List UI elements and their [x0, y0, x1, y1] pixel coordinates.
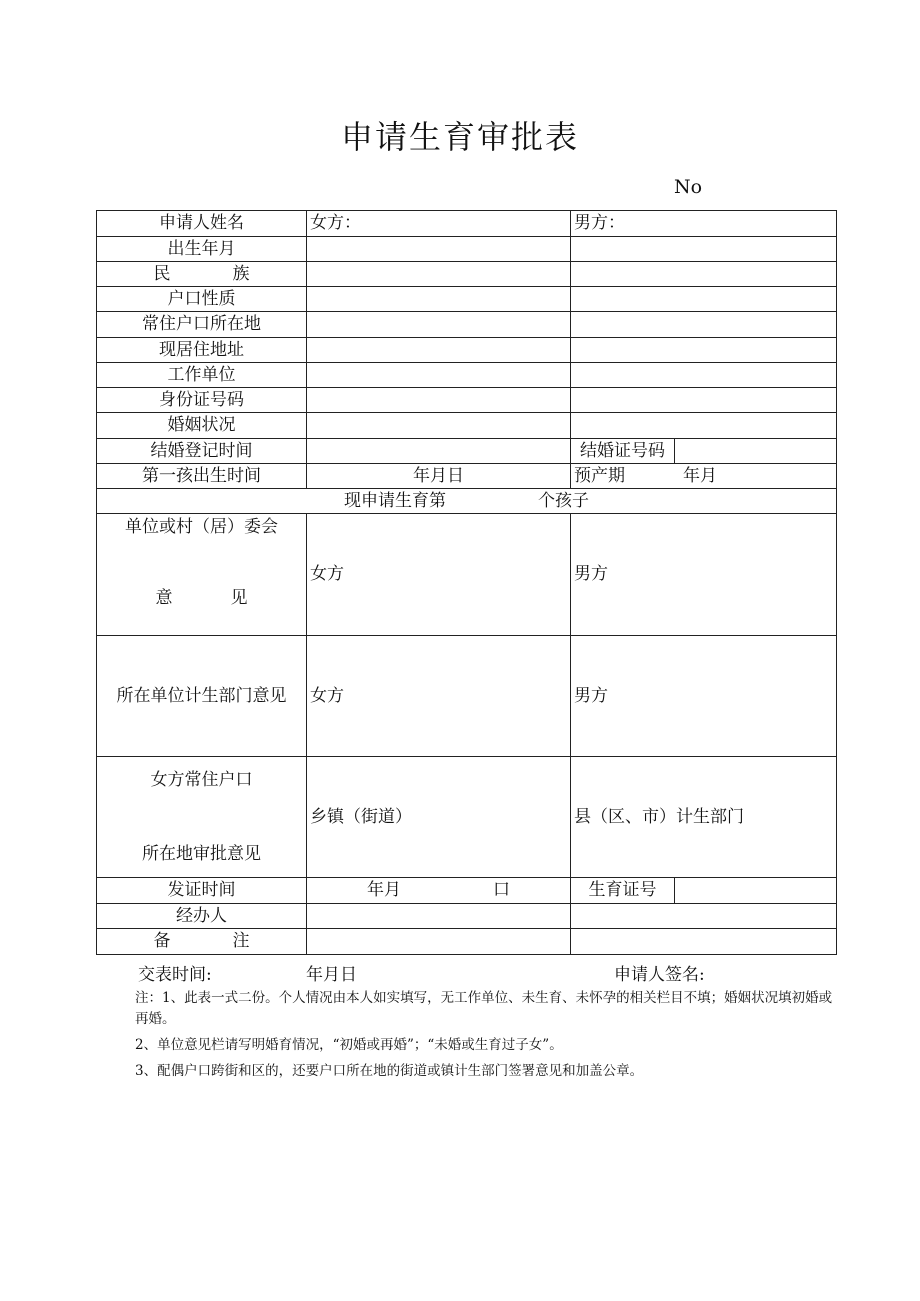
female-marital-field[interactable]	[307, 413, 571, 439]
due-date-field[interactable]	[571, 464, 837, 489]
dept-female-opinion[interactable]: 女方	[307, 636, 571, 757]
male-hukou-location-field[interactable]	[571, 312, 837, 338]
row-id	[97, 388, 837, 413]
committee-label	[97, 514, 307, 636]
applicant-signature-label: 申请人签名:	[614, 965, 705, 985]
application-form-table	[96, 210, 837, 955]
due-date-value: 年月	[683, 465, 717, 486]
submit-time-label: 交表时间:	[138, 965, 212, 985]
female-work-field[interactable]	[307, 363, 571, 388]
female-hukou-type-field[interactable]	[307, 287, 571, 312]
marriage-date-label: 结婚登记时间	[97, 439, 307, 464]
female-ethnic-field[interactable]	[307, 262, 571, 287]
row-hukou-location	[97, 312, 837, 338]
first-child-date-field[interactable]: 年月日	[307, 464, 571, 489]
female-address-field[interactable]	[307, 338, 571, 363]
row-handler	[97, 904, 837, 929]
note-item: 注：1、此表一式二份。个人情况由本人如实填写，无工作单位、未生育、未怀孕的相关栏目不填；婚姻状况填初婚或再婚。	[135, 990, 833, 1027]
handler-field-a[interactable]	[307, 904, 571, 929]
male-name-field[interactable]: 男方：	[571, 211, 837, 237]
hukou-location-label: 常住户口所在地	[97, 312, 307, 338]
marriage-date-field[interactable]	[307, 439, 571, 464]
issue-date-field[interactable]: 年月 口	[307, 878, 571, 904]
row-ethnic	[97, 262, 837, 287]
female-id-field[interactable]	[307, 388, 571, 413]
row-dept-opinion	[97, 636, 837, 757]
county-approval-field[interactable]: 县（区、市）计生部门	[571, 757, 837, 878]
address-label: 现居住地址	[97, 338, 307, 363]
dept-male-opinion[interactable]: 男方	[571, 636, 837, 757]
handler-field-b[interactable]	[571, 904, 837, 929]
row-hukou-type	[97, 287, 837, 312]
marriage-cert-field[interactable]	[675, 439, 837, 464]
row-apply-child	[97, 489, 837, 514]
remark-field-b[interactable]	[571, 929, 837, 955]
handler-label: 经办人	[97, 904, 307, 929]
remark-label: 备 注	[97, 929, 307, 955]
row-address	[97, 338, 837, 363]
female-name-field[interactable]: 女方：	[307, 211, 571, 237]
apply-child-field[interactable]	[97, 489, 837, 514]
row-birth	[97, 237, 837, 262]
ethnic-label	[97, 262, 307, 287]
marital-label: 婚姻状况	[97, 413, 307, 439]
marriage-cert-label: 结婚证号码	[571, 439, 675, 464]
row-work	[97, 363, 837, 388]
note-item: 3、配偶户口跨街和区的，还要户口所在地的街道或镇计生部门签署意见和加盖公章。	[135, 1063, 644, 1079]
name-label: 申请人姓名	[97, 211, 307, 237]
female-hukou-location-field[interactable]	[307, 312, 571, 338]
apply-child-suffix: 个孩子	[538, 490, 589, 511]
committee-label-line2: 意 见	[155, 588, 248, 608]
row-marital	[97, 413, 837, 439]
permit-number-field[interactable]	[675, 878, 837, 904]
town-approval-field[interactable]: 乡镇（街道）	[307, 757, 571, 878]
serial-number-label: No	[674, 176, 703, 198]
row-marriage	[97, 439, 837, 464]
work-label: 工作单位	[97, 363, 307, 388]
row-issue	[97, 878, 837, 904]
remark-field-a[interactable]	[307, 929, 571, 955]
row-name	[97, 211, 837, 237]
row-hukou-approval	[97, 757, 837, 878]
due-date-label: 预产期	[574, 465, 625, 486]
first-child-label: 第一孩出生时间	[97, 464, 307, 489]
row-committee-opinion	[97, 514, 837, 636]
ethnic-label-a: 民	[153, 263, 171, 284]
notes-section	[135, 988, 835, 1087]
hukou-approval-label	[97, 757, 307, 878]
committee-label-line1: 单位或村（居）委会	[125, 517, 278, 537]
committee-female-opinion[interactable]: 女方	[307, 514, 571, 636]
birth-label: 出生年月	[97, 237, 307, 262]
male-hukou-type-field[interactable]	[571, 287, 837, 312]
male-ethnic-field[interactable]	[571, 262, 837, 287]
note-item: 2、单位意见栏请写明婚育情况，“初婚或再婚”；“未婚或生育过子女”。	[135, 1037, 563, 1053]
committee-male-opinion[interactable]: 男方	[571, 514, 837, 636]
male-marital-field[interactable]	[571, 413, 837, 439]
permit-number-label: 生育证号	[571, 878, 675, 904]
hukou-approval-label-line1: 女方常住户口	[150, 769, 253, 790]
submit-time-value[interactable]: 年月日	[306, 965, 357, 985]
hukou-type-label: 户口性质	[97, 287, 307, 312]
dept-opinion-label: 所在单位计生部门意见	[97, 636, 307, 757]
row-remark	[97, 929, 837, 955]
hukou-approval-label-line2: 所在地审批意见	[142, 843, 261, 864]
apply-child-prefix: 现申请生育第	[344, 490, 446, 511]
ethnic-label-b: 族	[232, 263, 250, 284]
female-birth-field[interactable]	[307, 237, 571, 262]
row-first-child	[97, 464, 837, 489]
male-address-field[interactable]	[571, 338, 837, 363]
issue-date-label: 发证时间	[97, 878, 307, 904]
page-title: 申请生育审批表	[340, 118, 579, 156]
id-label: 身份证号码	[97, 388, 307, 413]
male-birth-field[interactable]	[571, 237, 837, 262]
submission-footer	[138, 960, 705, 985]
male-work-field[interactable]	[571, 363, 837, 388]
male-id-field[interactable]	[571, 388, 837, 413]
